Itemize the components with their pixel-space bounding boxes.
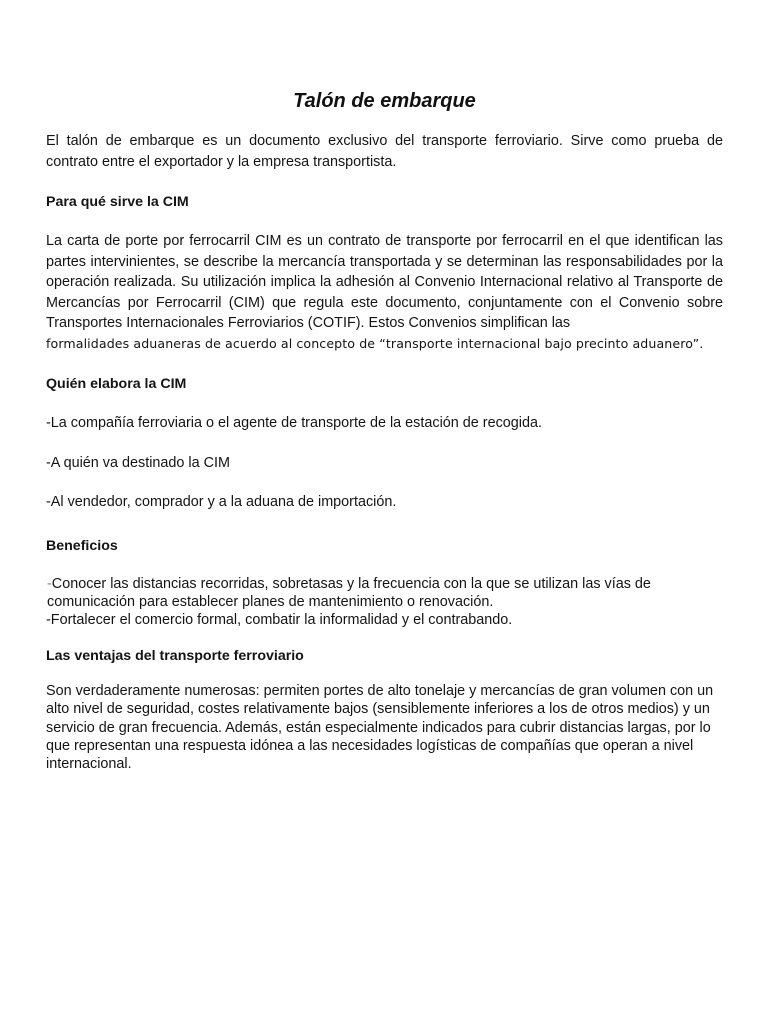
cim-paragraph-main: La carta de porte por ferrocarril CIM es un contrato de transporte por ferrocarril en el que identifican las partes intervinientes, se describe la mercancía transportada y se determinan las responsabilidades por la operación realizada. Su utilización implica la adhesión al Convenio Internacional relativo al Transporte de Mercancías por Ferrocarril (CIM) que regula este documento, conjuntamente con el Convenio sobre Transportes Internacionales Ferroviarios (COTIF). Estos Convenios simplifican las	[46, 233, 723, 331]
cim-paragraph-tail: formalidades aduaneras de acuerdo al concepto de “transporte internacional bajo precinto aduanero”.	[46, 335, 704, 351]
beneficios-item-1-text: Conocer las distancias recorridas, sobretasas y la frecuencia con la que se utilizan las vías de comunicación para establecer planes de mantenimiento o renovación.	[47, 575, 651, 610]
section-heading-ventajas: Las ventajas del transporte ferroviario	[46, 647, 304, 664]
section-heading-beneficios: Beneficios	[46, 537, 118, 554]
quien-line-1: -La compañía ferroviaria o el agente de transporte de la estación de recogida.	[46, 415, 542, 431]
quien-line-3: -Al vendedor, comprador y a la aduana de importación.	[46, 494, 397, 510]
beneficios-item-2: -Fortalecer el comercio formal, combatir la informalidad y el contrabando.	[46, 612, 513, 629]
quien-line-2: -A quién va destinado la CIM	[46, 454, 230, 471]
intro-paragraph: El talón de embarque es un documento exclusivo del transporte ferroviario. Sirve como prueba de contrato entre el exportador y la empresa transportista.	[46, 133, 723, 170]
section-heading-cim: Para qué sirve la CIM	[46, 194, 189, 210]
document-page	[46, 90, 723, 774]
cim-paragraph	[46, 231, 723, 354]
section-heading-quien: Quién elabora la CIM	[46, 376, 187, 392]
document-title: Talón de embarque	[293, 90, 476, 112]
beneficios-item-1-dash: -	[47, 575, 52, 592]
ventajas-paragraph: Son verdaderamente numerosas: permiten portes de alto tonelaje y mercancías de gran volumen con un alto nivel de seguridad, costes relativamente bajos (sensiblemente inferiores a los de otros medios) y un servicio de gran frecuencia. Además, están especialmente indicados para cubrir distancias largas, por lo que representan una respuesta idónea a las necesidades logísticas de compañías que operan a nivel internacional.	[46, 682, 714, 773]
beneficios-item-1	[46, 575, 723, 612]
